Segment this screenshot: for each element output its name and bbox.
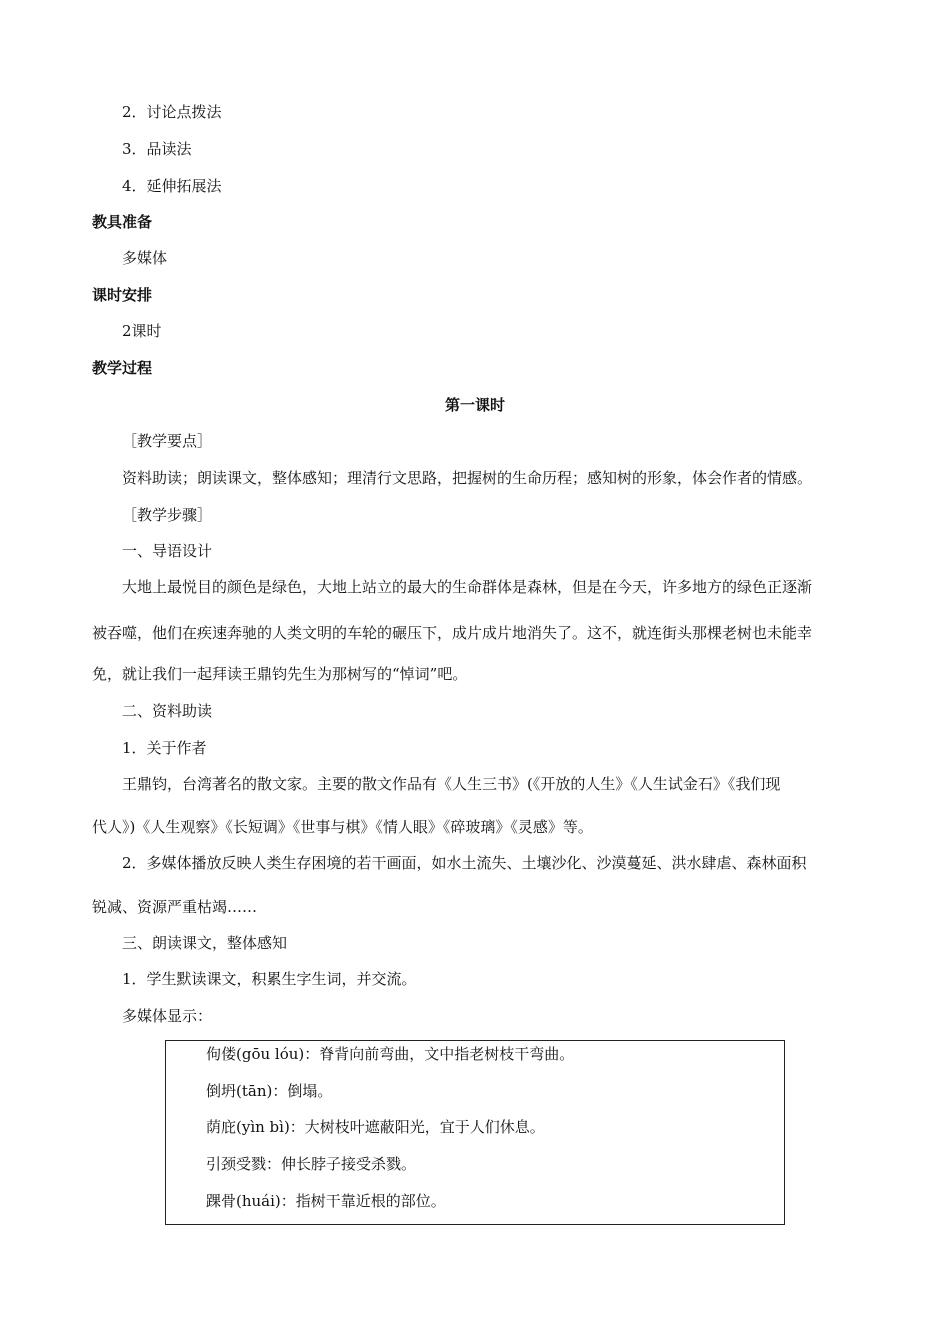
vocab-box (165, 1040, 785, 1225)
vocab-item: 踝骨(huái)：指树干靠近根的部位。 (206, 1192, 446, 1210)
section-heading-schedule: 课时安排 (92, 286, 153, 304)
lesson-title: 第一课时 (444, 396, 505, 414)
section2-heading: 二、资料助读 (122, 702, 213, 720)
method-item: 4．延伸拓展法 (122, 177, 222, 195)
paragraph-line: 王鼎钧，台湾著名的散文家。主要的散文作品有《人生三书》(《开放的人生》《人生试金石》《我们现 (122, 775, 781, 793)
section3-item1: 1．学生默读课文，积累生字生词，并交流。 (122, 970, 417, 988)
section1-heading: 一、导语设计 (122, 542, 213, 560)
author-title: 1．关于作者 (122, 739, 207, 757)
vocab-item: 荫庇(yìn bì)：大树枝叶遮蔽阳光，宜于人们休息。 (206, 1118, 545, 1136)
section3-heading: 三、朗读课文，整体感知 (122, 934, 288, 952)
vocab-item: 倒坍(tān)：倒塌。 (206, 1082, 333, 1100)
tools-content: 多媒体 (122, 249, 168, 267)
paragraph-line: 代人》)《人生观察》《长短调》《世事与棋》《情人眼》《碎玻璃》《灵感》等。 (92, 818, 593, 836)
key-points-content: 资料助读；朗读课文，整体感知；理清行文思路，把握树的生命历程；感知树的形象，体会作者的情感。 (122, 469, 813, 487)
vocab-item: 佝偻(gōu lóu)：脊背向前弯曲，文中指老树枝干弯曲。 (206, 1045, 575, 1063)
paragraph-line: 2．多媒体播放反映人类生存困境的若干画面，如水土流失、土壤沙化、沙漠蔓延、洪水肆虐、森林面积 (122, 854, 807, 872)
vocab-item: 引颈受戮：伸长脖子接受杀戮。 (206, 1155, 417, 1173)
steps-label: ［教学步骤］ (122, 506, 213, 524)
schedule-content: 2课时 (122, 322, 162, 340)
key-points-label: ［教学要点］ (122, 432, 213, 450)
method-item: 2．讨论点拨法 (122, 103, 222, 121)
paragraph-line: 锐减、资源严重枯竭…… (92, 898, 258, 916)
section-heading-tools: 教具准备 (92, 213, 153, 231)
paragraph-line: 大地上最悦目的颜色是绿色，大地上站立的最大的生命群体是森林，但是在今天，许多地方的绿色正逐渐 (122, 578, 813, 596)
paragraph-line: 被吞噬，他们在疾速奔驰的人类文明的车轮的碾压下，成片成片地消失了。这不，就连街头那棵老树也未能幸 (92, 624, 813, 642)
section-heading-process: 教学过程 (92, 359, 153, 377)
media-label: 多媒体显示： (122, 1007, 213, 1025)
method-item: 3．品读法 (122, 140, 192, 158)
paragraph-line: 免，就让我们一起拜读王鼎钧先生为那树写的“悼词”吧。 (92, 665, 468, 683)
